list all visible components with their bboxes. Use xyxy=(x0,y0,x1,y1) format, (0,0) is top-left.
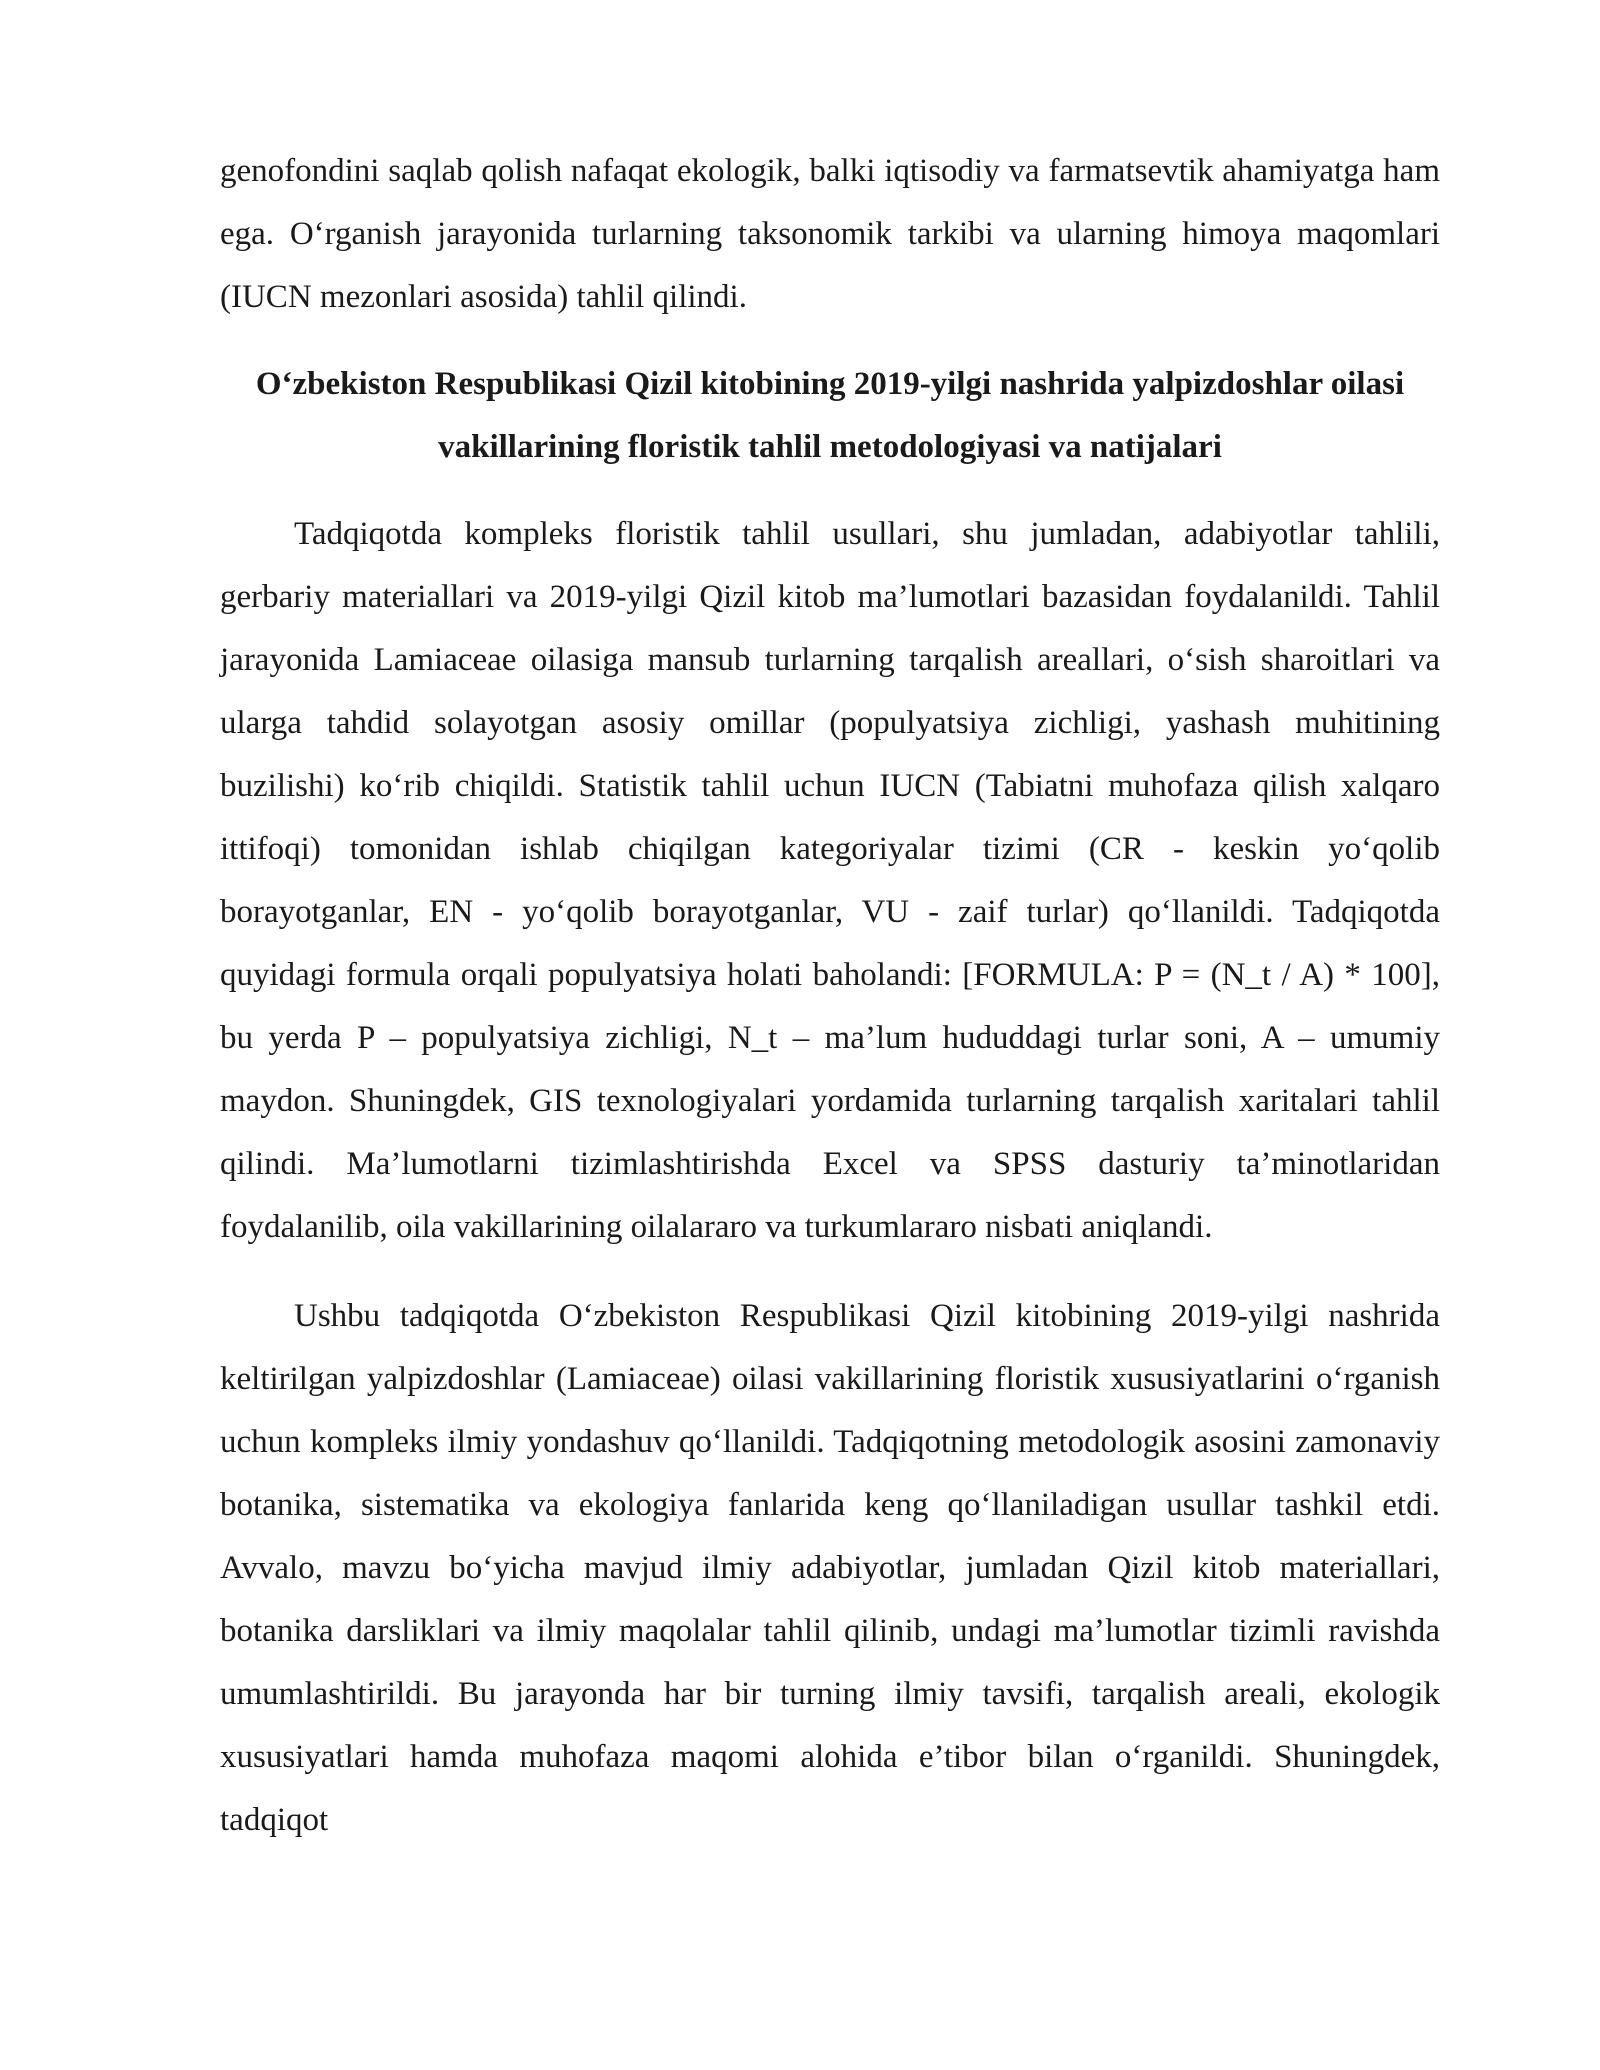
document-page xyxy=(220,140,1440,1852)
section-heading: O‘zbekiston Respublikasi Qizil kitobining 2019-yilgi nashrida yalpizdoshlar oilasi vakillarining floristik tahlil metodologiyasi va natijalari xyxy=(255,366,1405,465)
body-paragraph-2: Tadqiqotda kompleks floristik tahlil usullari, shu jumladan, adabiyotlar tahlili, gerbariy materiallari va 2019-yilgi Qizil kitob ma’lumotlari bazasidan foydalanildi. Tahlil jarayonida Lamiaceae oilasiga mansub turlarning tarqalish areallari, o‘sish sharoitlari va ularga tahdid solayotgan asosiy omillar (populyatsiya zichligi, yashash muhitining buzilishi) ko‘rib chiqildi. Statistik tahlil uchun IUCN (Tabiatni muhofaza qilish xalqaro ittifoqi) tomonidan ishlab chiqilgan kategoriyalar tizimi (CR - keskin yo‘qolib borayotganlar, EN - yo‘qolib borayotganlar, VU - zaif turlar) qo‘llanildi. Tadqiqotda quyidagi formula orqali populyatsiya holati baholandi: [FORMULA: P = (N_t / A) * 100], bu yerda P – populyatsiya zichligi, N_t – ma’lum hududdagi turlar soni, A – umumiy maydon. Shuningdek, GIS texnologiyalari yordamida turlarning tarqalish xaritalari tahlil qilindi. Ma’lumotlarni tizimlashtirishda Excel va SPSS dasturiy ta’minotlaridan foydalanilib, oila vakillarining oilalararo va turkumlararo nisbati aniqlandi. xyxy=(220,516,1440,1245)
body-paragraph-3: Ushbu tadqiqotda O‘zbekiston Respublikasi Qizil kitobining 2019-yilgi nashrida keltirilgan yalpizdoshlar (Lamiaceae) oilasi vakillarining floristik xususiyatlarini o‘rganish uchun kompleks ilmiy yondashuv qo‘llanildi. Tadqiqotning metodologik asosini zamonaviy botanika, sistematika va ekologiya fanlarida keng qo‘llaniladigan usullar tashkil etdi. Avvalo, mavzu bo‘yicha mavjud ilmiy adabiyotlar, jumladan Qizil kitob materiallari, botanika darsliklari va ilmiy maqolalar tahlil qilinib, undagi ma’lumotlar tizimli ravishda umumlashtirildi. Bu jarayonda har bir turning ilmiy tavsifi, tarqalish areali, ekologik xususiyatlari hamda muhofaza maqomi alohida e’tibor bilan o‘rganildi. Shuningdek, tadqiqot xyxy=(220,1298,1440,1838)
body-paragraph-1: genofondini saqlab qolish nafaqat ekologik, balki iqtisodiy va farmatsevtik ahamiyatga ham ega. O‘rganish jarayonida turlarning taksonomik tarkibi va ularning himoya maqomlari (IUCN mezonlari asosida) tahlil qilindi. xyxy=(220,153,1440,315)
